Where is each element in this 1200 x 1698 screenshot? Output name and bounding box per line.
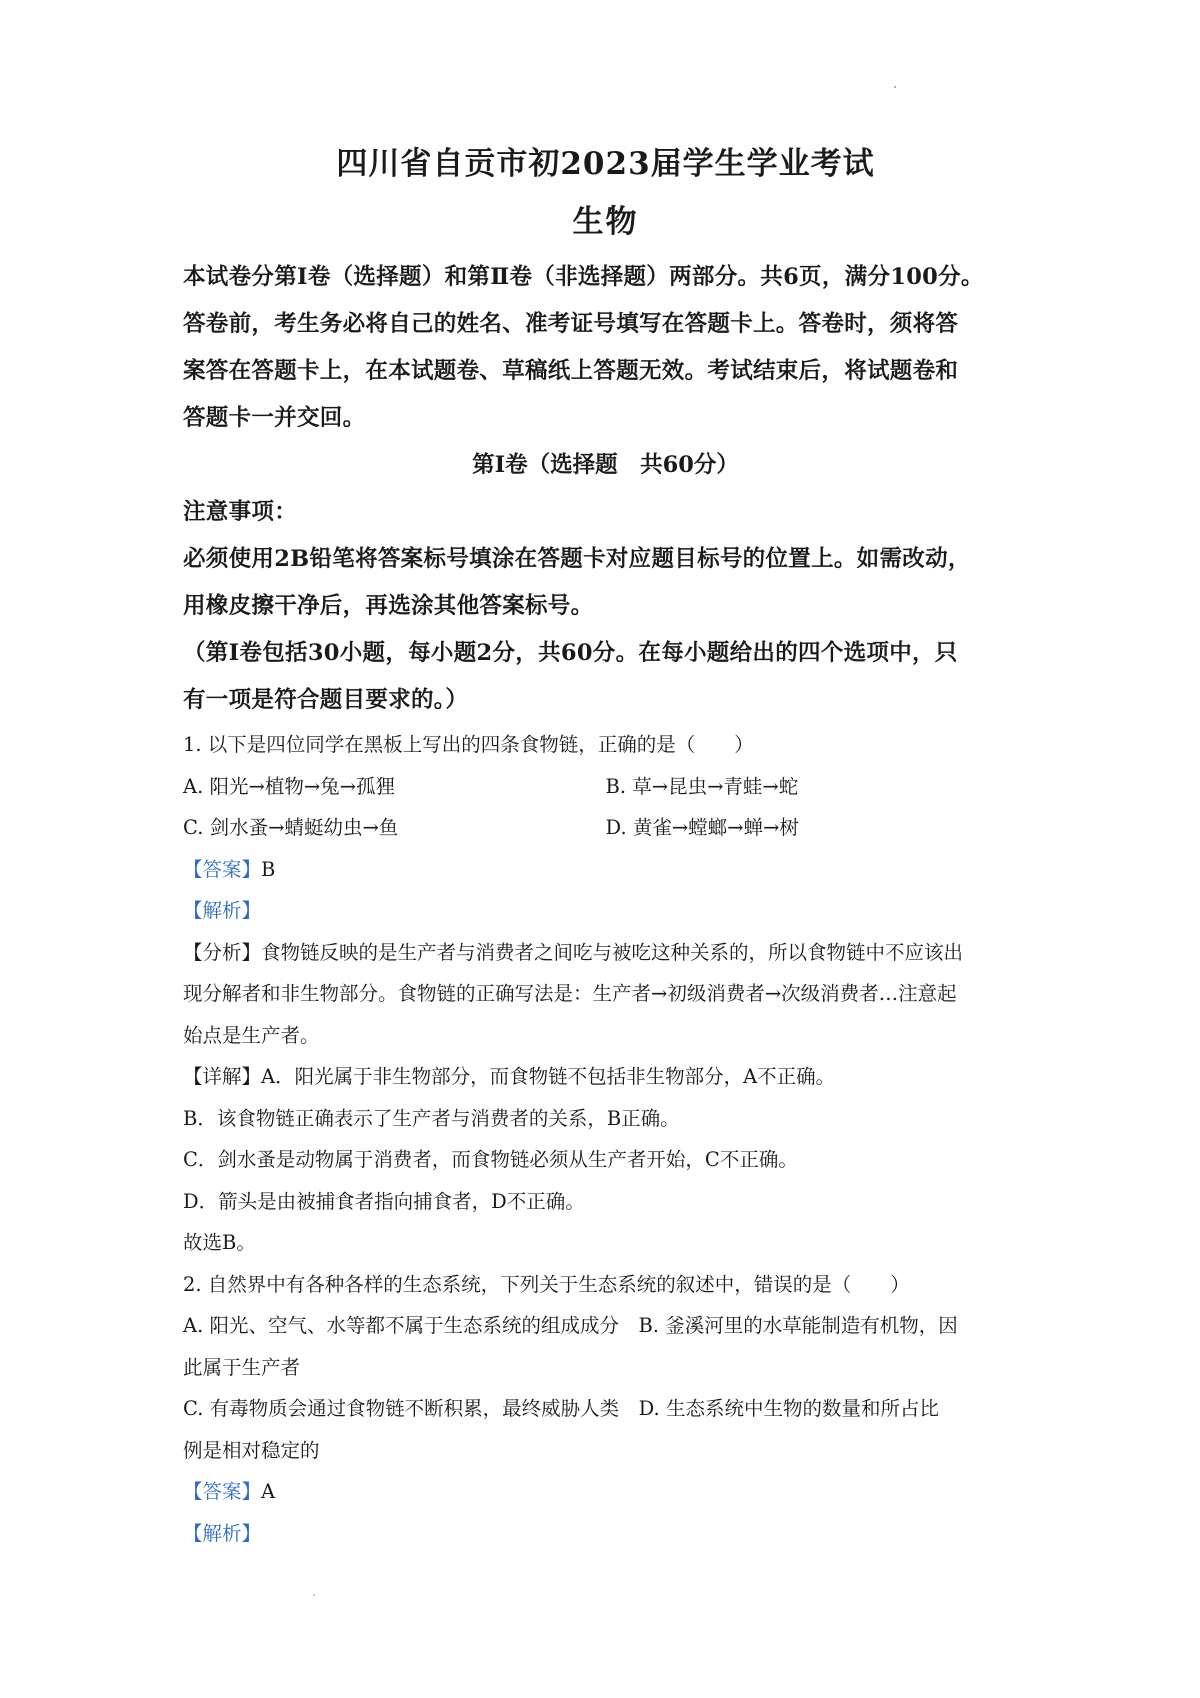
option-line: 此属于生产者: [183, 1355, 301, 1379]
scan-speck: [894, 86, 896, 88]
analysis-tag: 【解析】: [183, 1521, 262, 1545]
section-title: 第Ⅰ卷（选择题 共60分）: [472, 452, 739, 478]
option-d: D. 黄雀→螳螂→蝉→树: [605, 816, 799, 839]
scan-speck: [313, 1594, 315, 1596]
instruction-line: 答题卡一并交回。: [183, 405, 366, 431]
option-a: A. 阳光→植物→兔→孤狸: [183, 774, 395, 798]
detail-text: D．箭头是由被捕食者指向捕食者，D不正确。: [183, 1189, 585, 1213]
rules-line: 有一项是符合题目要求的。）: [183, 687, 469, 713]
options-row: [183, 807, 1028, 849]
analysis-line: [183, 890, 1028, 932]
instruction-line: 答卷前，考生务必将自己的姓名、准考证号填写在答题卡上。答卷时，须将答: [183, 311, 959, 337]
instruction-line: 本试卷分第Ⅰ卷（选择题）和第Ⅱ卷（非选择题）两部分。共6页，满分100分。: [183, 264, 984, 290]
exam-title: 四川省自贡市初2023届学生学业考试: [336, 146, 875, 182]
analysis-text: 【分析】食物链反映的是生产者与消费者之间吃与被吃这种关系的，所以食物链中不应该出: [183, 940, 964, 964]
option-b: B. 草→昆虫→青蛙→蛇: [605, 774, 799, 798]
question-2: [183, 1264, 1028, 1555]
detail-text: 【详解】A．阳光属于非生物部分，而食物链不包括非生物部分，A不正确。: [183, 1065, 836, 1088]
options-row: [183, 766, 1028, 808]
detail-text: 故选B。: [183, 1231, 256, 1254]
answer-tag: 【答案】: [183, 857, 262, 881]
answer-value: A: [261, 1480, 276, 1503]
answer-line: [183, 849, 1028, 891]
answer-line: [183, 1471, 1028, 1513]
question-stem: 2. 自然界中有各种各样的生态系统，下列关于生态系统的叙述中，错误的是（ ）: [183, 1272, 910, 1296]
instruction-line: 案答在答题卡上，在本试题卷、草稿纸上答题无效。考试结束后，将试题卷和: [183, 358, 959, 384]
exam-subject: 生物: [572, 204, 639, 240]
analysis-tag: 【解析】: [183, 899, 262, 922]
analysis-line: [183, 1513, 1028, 1555]
rules-line: （第Ⅰ卷包括30小题，每小题2分，共60分。在每小题给出的四个选项中，只: [183, 640, 958, 666]
answer-value: B: [261, 857, 276, 881]
analysis-text: 现分解者和非生物部分。食物链的正确写法是：生产者→初级消费者→次级消费者…注意起: [183, 982, 957, 1005]
notice-heading: 注意事项：: [183, 499, 298, 525]
analysis-text: 始点是生产者。: [183, 1023, 320, 1047]
option-line: A. 阳光、空气、水等都不属于生态系统的组成成分 B. 釜溪河里的水草能制造有机物，因: [183, 1314, 958, 1337]
page-content: [183, 140, 1028, 1554]
option-c: C. 剑水蚤→蜻蜓幼虫→鱼: [183, 816, 399, 839]
answer-tag: 【答案】: [183, 1480, 262, 1503]
notice-line: 用橡皮擦干净后，再选涂其他答案标号。: [183, 593, 594, 619]
option-line: 例是相对稳定的: [183, 1438, 320, 1462]
exam-instructions: [183, 254, 1028, 442]
question-stem: 1. 以下是四位同学在黑板上写出的四条食物链，正确的是（ ）: [183, 733, 754, 756]
notice-line: 必须使用2B铅笔将答案标号填涂在答题卡对应题目标号的位置上。如需改动，: [183, 546, 971, 572]
detail-text: B．该食物链正确表示了生产者与消费者的关系，B正确。: [183, 1106, 680, 1130]
detail-text: C．剑水蚤是动物属于消费者，而食物链必须从生产者开始，C不正确。: [183, 1148, 798, 1171]
option-line: C. 有毒物质会通过食物链不断积累，最终威胁人类 D. 生态系统中生物的数量和所占比: [183, 1397, 939, 1420]
question-1: [183, 724, 1028, 1264]
